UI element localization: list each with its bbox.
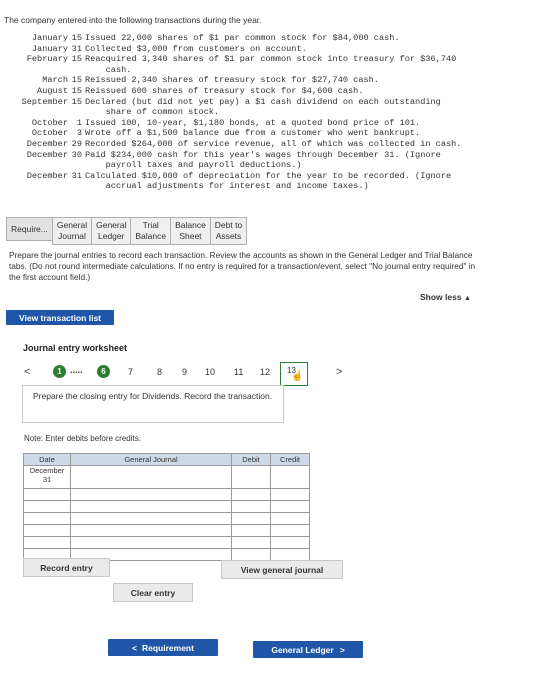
transaction-month: August xyxy=(37,85,68,96)
view-general-journal-label: View general journal xyxy=(240,564,324,575)
previous-requirement-label: Requirement xyxy=(142,642,194,653)
tab-label: Balance xyxy=(135,231,167,241)
journal-entry-grid xyxy=(23,453,310,561)
debit-cell[interactable] xyxy=(232,549,271,561)
tab-label: Debt to xyxy=(214,220,243,230)
account-cell[interactable] xyxy=(71,537,232,549)
credit-cell[interactable] xyxy=(271,501,310,513)
next-general-ledger-label: General Ledger xyxy=(271,644,334,655)
account-cell[interactable] xyxy=(71,489,232,501)
transaction-description: payroll taxes and payroll deductions.) xyxy=(105,160,302,171)
transaction-day: 30 xyxy=(71,149,82,160)
tab-balance-sheet[interactable] xyxy=(170,217,211,245)
entry-step-12[interactable]: 12 xyxy=(260,367,271,377)
tab-label: Ledger xyxy=(98,231,125,241)
tab-debt-to-assets[interactable] xyxy=(210,217,247,245)
date-cell[interactable] xyxy=(24,513,71,525)
transaction-month xyxy=(0,107,68,118)
transaction-row xyxy=(0,44,553,55)
entry-step-1[interactable] xyxy=(53,365,66,378)
tab-label: Journal xyxy=(58,231,86,241)
triangle-up-icon: ▲ xyxy=(463,295,471,302)
intro-text: The company entered into the following transactions during the year. xyxy=(4,15,262,25)
tab-general-journal[interactable] xyxy=(52,217,92,245)
entry-step-10[interactable]: 10 xyxy=(205,367,216,377)
account-cell[interactable] xyxy=(71,501,232,513)
transaction-month: December xyxy=(26,149,68,160)
tab-required-label: Require... xyxy=(11,223,48,234)
step-number: 13 xyxy=(287,366,296,375)
transaction-day: 31 xyxy=(71,43,82,54)
step-number: 6 xyxy=(101,367,106,376)
transaction-day: 15 xyxy=(71,33,82,43)
entry-step-13[interactable] xyxy=(280,362,308,386)
tab-label: Balance xyxy=(175,220,206,230)
previous-requirement-button[interactable] xyxy=(108,639,218,656)
transaction-row xyxy=(0,86,553,97)
credit-cell[interactable] xyxy=(271,537,310,549)
transaction-description: Calculated $10,000 of depreciation for the year to be recorded. (Ignore xyxy=(85,170,452,181)
transaction-month xyxy=(0,65,68,76)
transaction-month: March xyxy=(42,75,68,86)
record-entry-button[interactable] xyxy=(23,558,110,577)
chevron-left-icon[interactable]: < xyxy=(24,366,31,378)
date-day: 31 xyxy=(42,475,52,484)
transaction-row xyxy=(0,33,553,44)
transaction-description: Issued 100, 10-year, $1,180 bonds, at a quoted bond price of 101. xyxy=(85,117,421,128)
col-general-journal: General Journal xyxy=(71,454,232,466)
chevron-right-icon[interactable]: > xyxy=(336,366,343,378)
transaction-row xyxy=(0,54,553,65)
transaction-month: January xyxy=(31,33,68,43)
entry-step-9[interactable]: 9 xyxy=(182,367,188,377)
transaction-description: Reacquired 3,340 shares of $1 par common stock into treasury for $36,740 xyxy=(85,54,457,65)
transaction-day: 3 xyxy=(76,128,82,139)
debit-cell[interactable] xyxy=(232,513,271,525)
step-number: 1 xyxy=(57,367,62,376)
instructions-text: Prepare the journal entries to record each transaction. Review the accounts as shown in the General Ledger and Trial Balance tabs. (Do not round intermediate calculations. If no entry is required for a transaction/event, select "No journal entry required" in the first account field.) xyxy=(9,250,476,282)
transaction-month: December xyxy=(26,138,68,149)
table-row xyxy=(24,513,310,525)
transaction-description: Recorded $264,000 of service revenue, all of which was collected in cash. xyxy=(85,138,462,149)
date-cell[interactable] xyxy=(24,537,71,549)
transaction-day xyxy=(68,107,82,118)
transaction-month: December xyxy=(26,170,68,181)
debit-cell[interactable] xyxy=(232,525,271,537)
tab-label: Assets xyxy=(215,231,242,241)
debits-note: Note: Enter debits before credits. xyxy=(24,434,141,443)
transaction-row xyxy=(0,150,553,161)
transaction-day: 29 xyxy=(71,138,82,149)
transaction-description: Paid $234,000 cash for this year's wages through December 31. (Ignore xyxy=(85,149,441,160)
transaction-description: Collected $3,000 from customers on account. xyxy=(85,43,307,54)
transaction-row xyxy=(0,171,553,182)
clear-entry-button[interactable] xyxy=(113,583,193,602)
table-row xyxy=(24,537,310,549)
next-general-ledger-button[interactable] xyxy=(253,641,363,658)
steps-ellipsis: ..... xyxy=(70,365,83,375)
transaction-description: Reissued 2,340 shares of treasury stock for $27,740 cash. xyxy=(85,75,379,86)
date-cell[interactable] xyxy=(24,489,71,501)
transaction-day: 15 xyxy=(71,96,82,107)
view-transaction-list-label: View transaction list xyxy=(18,312,102,323)
transaction-row-continued xyxy=(0,107,553,118)
date-month: December xyxy=(29,466,65,475)
table-row xyxy=(24,489,310,501)
tab-label: General xyxy=(96,220,127,230)
transaction-row xyxy=(0,139,553,150)
transaction-description: Declared (but did not yet pay) a $1 cash dividend on each outstanding xyxy=(85,96,441,107)
clear-entry-label: Clear entry xyxy=(130,587,176,598)
transaction-day: 1 xyxy=(76,117,82,128)
debit-cell[interactable] xyxy=(232,537,271,549)
transaction-row-continued xyxy=(0,65,553,76)
tab-trial-balance[interactable] xyxy=(130,217,171,245)
transaction-row xyxy=(0,128,553,139)
table-row xyxy=(24,466,310,489)
transaction-description: Reissued 600 shares of treasury stock for $4,600 cash. xyxy=(85,85,364,96)
view-general-journal-button[interactable] xyxy=(221,560,343,579)
credit-cell[interactable] xyxy=(271,549,310,561)
transaction-month: January xyxy=(31,43,68,54)
transaction-row xyxy=(0,118,553,129)
date-cell[interactable] xyxy=(24,501,71,513)
col-debit: Debit xyxy=(232,454,271,466)
tab-label: Sheet xyxy=(179,231,202,241)
table-row xyxy=(24,525,310,537)
transaction-description: Wrote off a $1,500 balance due from a customer who went bankrupt. xyxy=(85,128,421,139)
worksheet-title: Journal entry worksheet xyxy=(23,343,128,353)
transaction-month: September xyxy=(21,96,68,107)
account-cell[interactable] xyxy=(71,466,232,489)
entry-prompt-text: Prepare the closing entry for Dividends. Record the transaction. xyxy=(33,391,273,401)
tab-general-ledger[interactable] xyxy=(91,217,131,245)
credit-cell[interactable] xyxy=(271,525,310,537)
transaction-description: accrual adjustments for interest and income taxes.) xyxy=(105,181,369,192)
transaction-day: 15 xyxy=(71,85,82,96)
transaction-day xyxy=(68,181,82,192)
tab-required[interactable] xyxy=(6,217,53,241)
debit-cell[interactable] xyxy=(232,466,271,489)
transaction-description: Issued 22,000 shares of $1 par common stock for $84,000 cash. xyxy=(85,33,400,43)
transaction-row xyxy=(0,97,553,108)
transaction-description: cash. xyxy=(105,64,132,75)
tab-label: General xyxy=(56,220,88,230)
credit-cell[interactable] xyxy=(271,489,310,501)
grid-header-row xyxy=(24,454,310,466)
entry-step-11[interactable]: 11 xyxy=(234,367,244,377)
date-cell[interactable] xyxy=(24,525,71,537)
transaction-list xyxy=(0,33,553,192)
view-transaction-list-button[interactable] xyxy=(6,310,114,325)
transaction-day: 15 xyxy=(71,75,82,86)
show-less-link[interactable] xyxy=(420,292,471,302)
entry-navigator xyxy=(22,365,352,381)
transaction-day xyxy=(68,160,82,171)
transaction-month xyxy=(0,160,68,171)
debit-cell[interactable] xyxy=(232,489,271,501)
transaction-month: October xyxy=(31,128,68,139)
debit-cell[interactable] xyxy=(232,501,271,513)
transaction-month: October xyxy=(31,117,68,128)
table-row xyxy=(24,501,310,513)
hand-cursor-icon: ☝ xyxy=(291,371,304,382)
entry-step-7[interactable]: 7 xyxy=(128,367,134,377)
transaction-day: 15 xyxy=(71,54,82,65)
record-entry-label: Record entry xyxy=(40,562,93,573)
date-cell[interactable] xyxy=(24,466,71,489)
col-date: Date xyxy=(24,454,71,466)
transaction-row-continued xyxy=(0,160,553,171)
chevron-right-icon: > xyxy=(339,644,345,655)
chevron-left-icon: < xyxy=(132,642,137,653)
entry-step-6[interactable] xyxy=(97,365,110,378)
entry-step-8[interactable]: 8 xyxy=(157,367,163,377)
col-credit: Credit xyxy=(271,454,310,466)
requirement-tabs xyxy=(6,217,246,245)
account-cell[interactable] xyxy=(71,513,232,525)
show-less-label: Show less xyxy=(420,292,462,302)
credit-cell[interactable] xyxy=(271,513,310,525)
transaction-day: 31 xyxy=(71,170,82,181)
transaction-month: February xyxy=(26,54,68,65)
transaction-month xyxy=(0,181,68,192)
account-cell[interactable] xyxy=(71,525,232,537)
transaction-description: share of common stock. xyxy=(105,107,220,118)
transaction-row xyxy=(0,75,553,86)
credit-cell[interactable] xyxy=(271,466,310,489)
tab-label: Trial xyxy=(142,220,159,230)
transaction-row-continued xyxy=(0,181,553,192)
transaction-day xyxy=(68,65,82,76)
